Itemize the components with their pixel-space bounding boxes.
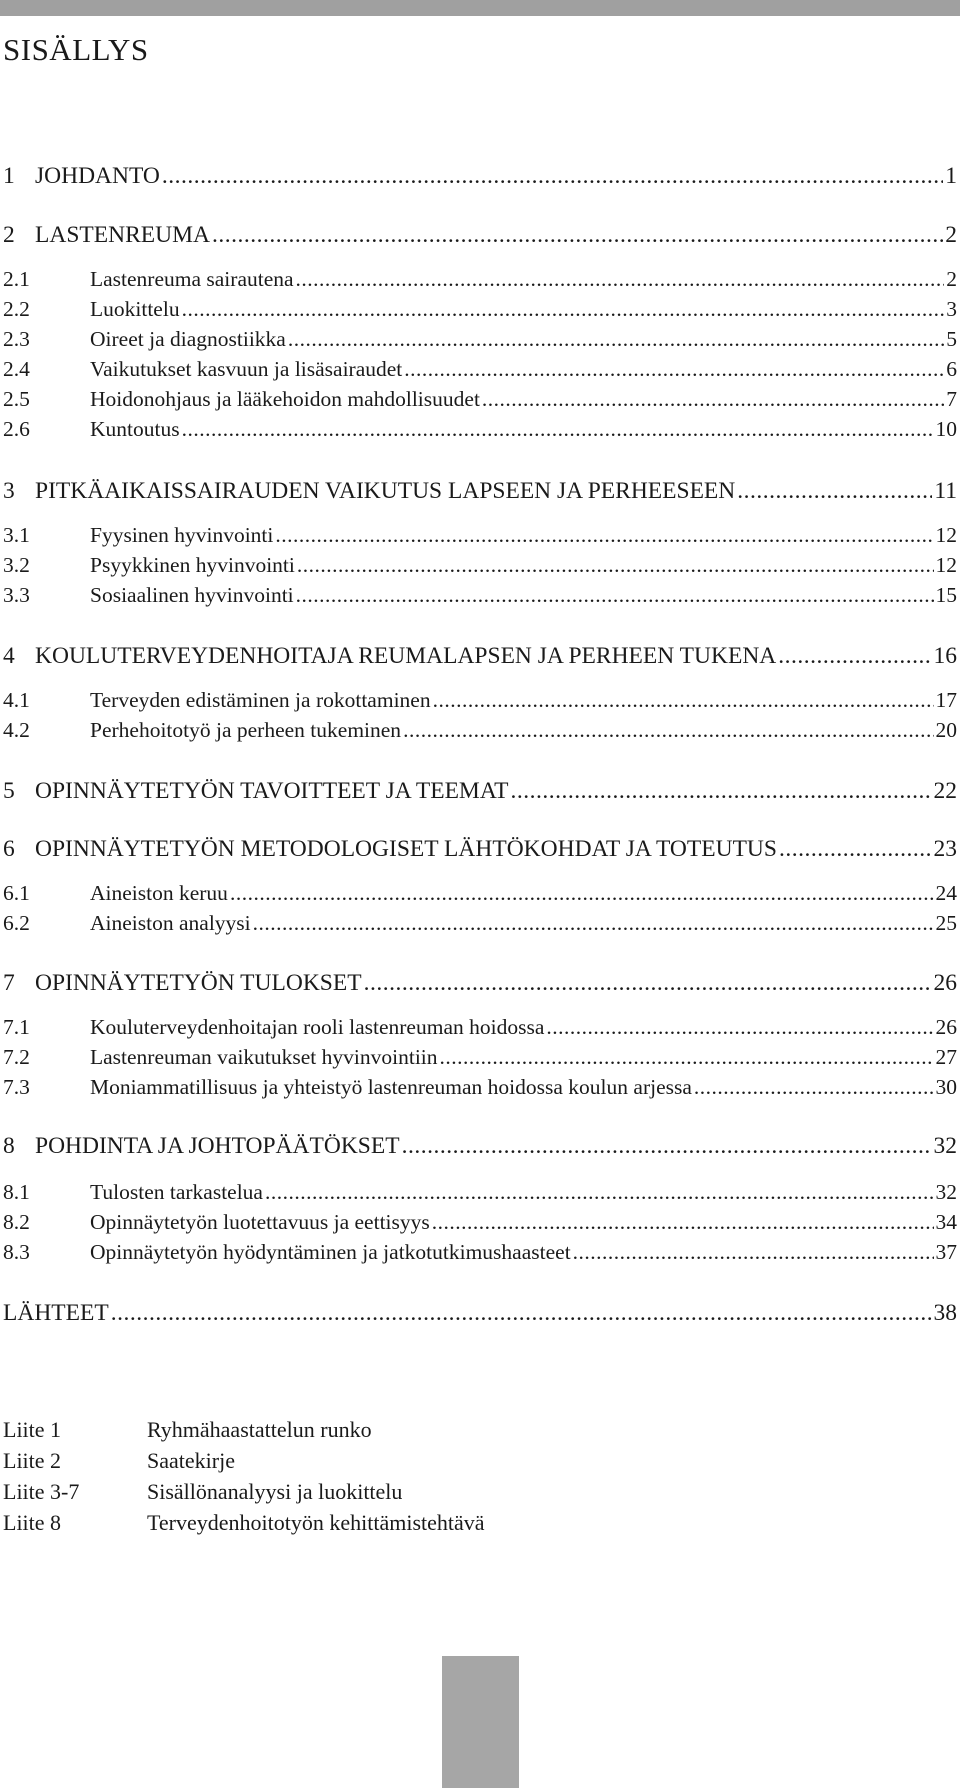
toc-number: 6 — [3, 836, 15, 862]
toc-leader — [694, 1075, 934, 1100]
toc-number: 5 — [3, 778, 15, 804]
toc-entry[interactable] — [0, 523, 957, 548]
toc-title: Terveyden edistäminen ja rokottaminen — [90, 688, 431, 712]
toc-page: 23 — [933, 836, 957, 862]
toc-leader — [111, 1300, 932, 1327]
toc-page: 1 — [945, 163, 957, 189]
toc-number: 2.1 — [3, 267, 30, 291]
toc-page: 15 — [935, 583, 957, 607]
toc-title: Luokittelu — [90, 297, 180, 321]
toc-number: 2.5 — [3, 387, 30, 411]
toc-number: 2.4 — [3, 357, 30, 381]
toc-title: Opinnäytetyön luotettavuus ja eettisyys — [90, 1210, 430, 1234]
toc-entry[interactable] — [0, 583, 957, 608]
toc-entry[interactable] — [0, 836, 957, 863]
toc-number: 3.1 — [3, 523, 30, 547]
toc-entry[interactable] — [0, 553, 957, 578]
toc-page: 26 — [935, 1015, 957, 1039]
toc-number: 6.2 — [3, 911, 30, 935]
toc-title: Psyykkinen hyvinvointi — [90, 553, 295, 577]
toc-number: 2.3 — [3, 327, 30, 351]
toc-leader — [404, 357, 944, 382]
toc-number: 3.2 — [3, 553, 30, 577]
toc-page: 10 — [935, 417, 957, 441]
toc-page: 32 — [933, 1133, 957, 1159]
toc-entry[interactable] — [0, 417, 957, 442]
toc-title: LASTENREUMA — [35, 222, 210, 248]
attachment-id: Liite 8 — [3, 1510, 62, 1535]
toc-entry[interactable] — [0, 881, 957, 906]
toc-entry[interactable] — [0, 222, 957, 249]
toc-page: 12 — [935, 553, 957, 577]
toc-entry[interactable] — [0, 478, 957, 505]
toc-number: 2.2 — [3, 297, 30, 321]
toc-entry[interactable] — [0, 327, 957, 352]
toc-leader — [778, 643, 931, 670]
toc-leader — [402, 1133, 932, 1160]
toc-title: Aineiston analyysi — [90, 911, 251, 935]
toc-page: 16 — [933, 643, 957, 669]
toc-number: 2 — [3, 222, 15, 248]
toc-entry[interactable] — [0, 1075, 957, 1100]
attachment-id: Liite 3-7 — [3, 1479, 80, 1504]
toc-leader — [230, 881, 934, 906]
toc-page: 37 — [935, 1240, 957, 1264]
toc-leader — [573, 1240, 934, 1265]
toc-title: Moniammatillisuus ja yhteistyö lastenreuman hoidossa koulun arjessa — [90, 1075, 692, 1099]
toc-entry[interactable] — [0, 1210, 957, 1235]
toc-title: Opinnäytetyön hyödyntäminen ja jatkotutkimushaasteet — [90, 1240, 571, 1264]
toc-page: 30 — [935, 1075, 957, 1099]
toc-number: 8.3 — [3, 1240, 30, 1264]
toc-leader — [296, 583, 934, 608]
toc-title: Aineiston keruu — [90, 881, 228, 905]
toc-title: POHDINTA JA JOHTOPÄÄTÖKSET — [35, 1133, 400, 1159]
toc-leader — [288, 327, 944, 352]
toc-title: Sosiaalinen hyvinvointi — [90, 583, 294, 607]
toc-entry[interactable] — [0, 1045, 957, 1070]
toc-leader — [265, 1180, 934, 1205]
toc-title: OPINNÄYTETYÖN TULOKSET — [35, 970, 362, 996]
toc-entry[interactable] — [0, 688, 957, 713]
toc-title: OPINNÄYTETYÖN TAVOITTEET JA TEEMAT — [35, 778, 509, 804]
toc-number: 6.1 — [3, 881, 30, 905]
toc-leader — [364, 970, 932, 997]
toc-title: Hoidonohjaus ja lääkehoidon mahdollisuudet — [90, 387, 480, 411]
toc-entry[interactable] — [0, 163, 957, 190]
toc-page: 32 — [935, 1180, 957, 1204]
toc-page: 27 — [935, 1045, 957, 1069]
toc-number: 3.3 — [3, 583, 30, 607]
toc-entry[interactable] — [0, 970, 957, 997]
toc-leader — [162, 163, 943, 190]
toc-page: 5 — [946, 327, 957, 351]
toc-leader — [212, 222, 943, 249]
toc-title: KOULUTERVEYDENHOITAJA REUMALAPSEN JA PERHEEN TUKENA — [35, 643, 777, 669]
toc-number: 1 — [3, 163, 15, 189]
toc-entry[interactable] — [0, 1015, 957, 1040]
toc-title: Tulosten tarkastelua — [90, 1180, 263, 1204]
toc-number: 7.1 — [3, 1015, 30, 1039]
toc-entry[interactable] — [0, 718, 957, 743]
toc-leader — [297, 553, 934, 578]
toc-page: 6 — [946, 357, 957, 381]
toc-entry[interactable] — [0, 1180, 957, 1205]
toc-leader — [253, 911, 934, 936]
toc-page: 12 — [935, 523, 957, 547]
toc-title: Vaikutukset kasvuun ja lisäsairaudet — [90, 357, 403, 381]
toc-title: Lastenreuma sairautena — [90, 267, 294, 291]
toc-number: 7.2 — [3, 1045, 30, 1069]
toc-title: JOHDANTO — [35, 163, 160, 189]
toc-page: 34 — [935, 1210, 957, 1234]
toc-page: 7 — [946, 387, 957, 411]
toc-entry[interactable] — [0, 357, 957, 382]
toc-page: 24 — [935, 881, 957, 905]
page-footer-tab — [442, 1656, 519, 1788]
attachment-desc: Saatekirje — [147, 1448, 235, 1473]
toc-title: Kuntoutus — [90, 417, 180, 441]
toc-leader — [440, 1045, 934, 1070]
toc-leader — [511, 778, 932, 805]
attachment-desc: Ryhmähaastattelun runko — [147, 1417, 372, 1442]
toc-page: 3 — [946, 297, 957, 321]
toc-title: LÄHTEET — [3, 1300, 109, 1326]
toc-number: 8.2 — [3, 1210, 30, 1234]
toc-leader — [182, 417, 934, 442]
toc-entry[interactable] — [0, 1133, 957, 1160]
toc-entry[interactable] — [0, 387, 957, 412]
attachment-desc: Terveydenhoitotyön kehittämistehtävä — [147, 1510, 485, 1535]
toc-page: 20 — [935, 718, 957, 742]
toc-number: 8 — [3, 1133, 15, 1159]
toc-entry[interactable] — [0, 911, 957, 936]
toc-entry-references[interactable] — [0, 1300, 957, 1327]
toc-entry[interactable] — [0, 1240, 957, 1265]
attachment-id: Liite 2 — [3, 1448, 62, 1473]
toc-number: 4.1 — [3, 688, 30, 712]
toc-leader — [403, 718, 933, 743]
toc-leader — [296, 267, 945, 292]
toc-leader — [737, 478, 932, 505]
toc-number: 7 — [3, 970, 15, 996]
toc-leader — [482, 387, 944, 412]
toc-page: 2 — [946, 267, 957, 291]
toc-title: PITKÄAIKAISSAIRAUDEN VAIKUTUS LAPSEEN JA PERHEESEEN — [35, 478, 736, 504]
toc-leader — [779, 836, 932, 863]
toc-number: 4.2 — [3, 718, 30, 742]
toc-number: 3 — [3, 478, 15, 504]
toc-number: 8.1 — [3, 1180, 30, 1204]
page-title: SISÄLLYS — [3, 32, 149, 67]
toc-leader — [433, 688, 934, 713]
toc-leader — [546, 1015, 933, 1040]
toc-entry[interactable] — [0, 643, 957, 670]
toc-title: Kouluterveydenhoitajan rooli lastenreuman hoidossa — [90, 1015, 545, 1039]
toc-page: 38 — [933, 1300, 957, 1326]
attachment-id: Liite 1 — [3, 1417, 62, 1442]
toc-page: 2 — [945, 222, 957, 248]
toc-page: 11 — [934, 478, 957, 504]
attachment-desc: Sisällönanalyysi ja luokittelu — [147, 1479, 403, 1504]
top-border-bar — [0, 0, 960, 16]
toc-page: 26 — [933, 970, 957, 996]
toc-number: 7.3 — [3, 1075, 30, 1099]
toc-entry[interactable] — [0, 778, 957, 805]
toc-title: Perhehoitotyö ja perheen tukeminen — [90, 718, 402, 742]
toc-leader — [275, 523, 933, 548]
toc-title: Lastenreuman vaikutukset hyvinvointiin — [90, 1045, 438, 1069]
toc-title: OPINNÄYTETYÖN METODOLOGISET LÄHTÖKOHDAT JA TOTEUTUS — [35, 836, 777, 862]
toc-title: Fyysinen hyvinvointi — [90, 523, 274, 547]
toc-number: 2.6 — [3, 417, 30, 441]
toc-entry[interactable] — [0, 297, 957, 322]
toc-page: 25 — [935, 911, 957, 935]
toc-page: 17 — [935, 688, 957, 712]
toc-page: 22 — [933, 778, 957, 804]
toc-entry[interactable] — [0, 267, 957, 292]
toc-title: Oireet ja diagnostiikka — [90, 327, 286, 351]
toc-leader — [432, 1210, 934, 1235]
toc-leader — [182, 297, 945, 322]
toc-number: 4 — [3, 643, 15, 669]
